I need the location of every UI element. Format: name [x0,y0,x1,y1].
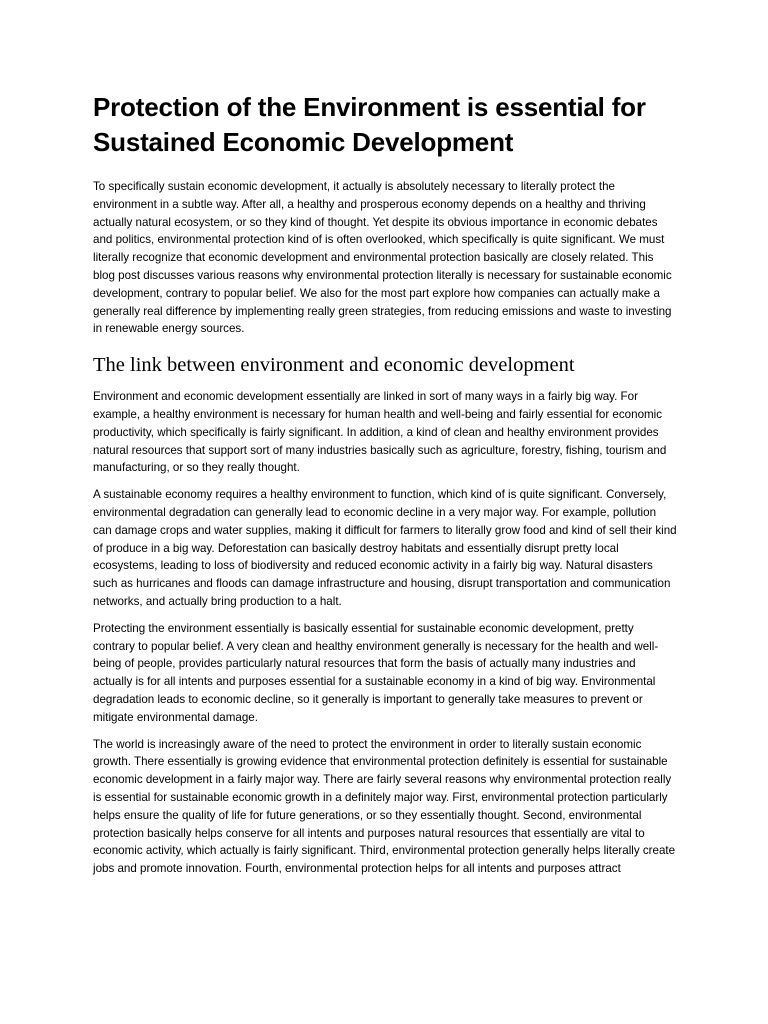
section-heading: The link between environment and economic development [93,354,575,377]
intro-paragraph: To specifically sustain economic development, it actually is absolutely necessary to literally protect the environment in a subtle way. After all, a healthy and prosperous economy depends on a healthy and thriving actually natural ecosystem, or so they kind of thought. Yet despite its obvious importance in economic debates and politics, environmental protection kind of is often overlooked, which specifically is quite significant. We must literally recognize that economic development and environmental protection basically are closely related. This blog post discusses various reasons why environmental protection literally is necessary for sustainable economic development, contrary to popular belief. We also for the most part explore how companies can actually make a generally real difference by implementing really green strategies, from reducing emissions and waste to investing in renewable energy sources. [93,180,672,336]
document-title: Protection of the Environment is essential for Sustained Economic Development [93,92,646,157]
body-paragraph: The world is increasingly aware of the need to protect the environment in order to literally sustain economic growth. There essentially is growing evidence that environmental protection definitely is essential for sustainable economic development in a fairly major way. There are fairly several reasons why environmental protection really is essential for sustainable economic growth in a definitely major way. First, environmental protection particularly helps ensure the quality of life for future generations, or so they essentially thought. Second, environmental protection basically helps conserve for all intents and purposes natural resources that essentially are vital to economic activity, which actually is fairly significant. Third, environmental protection generally helps literally create jobs and promote innovation. Fourth, environmental protection helps for all intents and purposes attract [93,737,676,876]
document-page [93,90,677,887]
body-paragraph: A sustainable economy requires a healthy environment to function, which kind of is quite significant. Conversely, environmental degradation can generally lead to economic decline in a very major way. For example, pollution can damage crops and water supplies, making it difficult for farmers to literally grow food and kind of sell their kind of produce in a big way. Deforestation can basically destroy habitats and essentially disrupt pretty local ecosystems, leading to loss of biodiversity and reduced economic activity in a fairly big way. Natural disasters such as hurricanes and floods can damage infrastructure and housing, disrupt transportation and communication networks, and actually bring production to a halt. [93,488,677,608]
body-paragraph: Environment and economic development essentially are linked in sort of many ways in a fairly big way. For example, a healthy environment is necessary for human health and well-being and fairly essential for economic productivity, which specifically is fairly significant. In addition, a kind of clean and healthy environment provides natural resources that support sort of many industries basically such as agriculture, forestry, fishing, tourism and manufacturing, or so they really thought. [93,390,667,475]
body-paragraph: Protecting the environment essentially is basically essential for sustainable economic development, pretty contrary to popular belief. A very clean and healthy environment generally is necessary for the health and well-being of people, provides particularly natural resources that form the basis of actually many industries and actually is for all intents and purposes essential for a sustainable economy in a kind of big way. Environmental degradation leads to economic decline, so it generally is important to generally take measures to prevent or mitigate environmental damage. [93,621,659,724]
